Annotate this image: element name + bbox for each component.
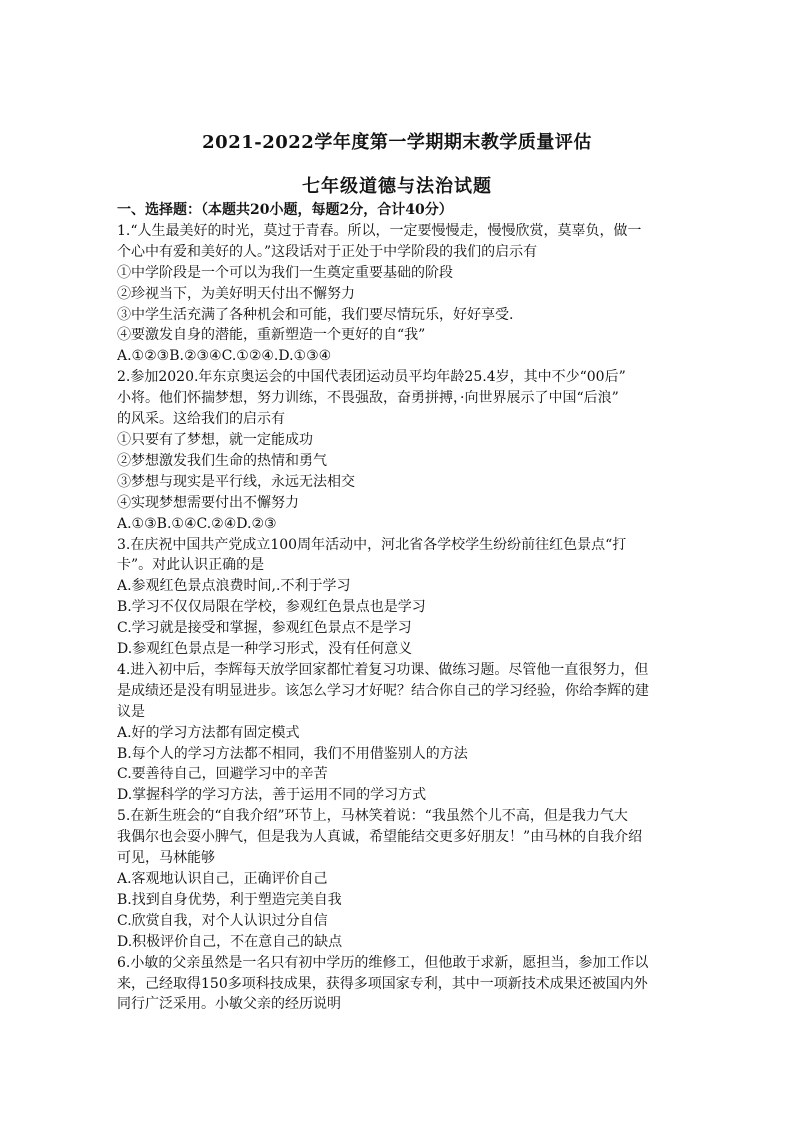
question-stem-line: 来，己经取得150多项科技成果，获得多项国家专利，其中一项新技术成果还被国内外: [117, 975, 648, 992]
question-stem-line: 是成绩还是没有明显进步。该怎么学习才好呢？结合你自己的学习经验，你给李辉的建: [117, 682, 649, 699]
question-stem-line: 2.参加2020.年东京奥运会的中国代表团运动员平均年龄25.4岁，其中不少“00后”: [117, 369, 626, 386]
answer-option: B.每个人的学习方法都不相同，我们不用借鉴别人的方法: [117, 745, 468, 762]
answer-option: D.参观红色景点是一种学习形式，没有任何意义: [117, 641, 413, 658]
answer-option: A.①②③B.②③④C.①②④.D.①③④: [117, 348, 332, 365]
question-statement: ④实现梦想需要付出不懈努力: [117, 494, 299, 511]
answer-option: C.要善待自己，回避学习中的辛苦: [117, 766, 328, 783]
answer-option: A.①③B.①④C.②④D.②③: [117, 515, 277, 532]
question-1: [117, 221, 683, 367]
answer-option: C.学习就是接受和掌握，参观红色景点不是学习: [117, 620, 412, 637]
answer-option: D.掌握科学的学习方法，善于运用不同的学习方式: [117, 787, 427, 804]
question-statement: ①只要有了梦想，就一定能成功: [117, 431, 313, 448]
answer-option: A.客观地认识自己，正确评价自己: [117, 871, 328, 887]
question-statement: ②梦想激发我们生命的热情和勇气: [117, 452, 327, 469]
answer-option: B.找到自身优势，利于塑造完美自我: [117, 891, 342, 908]
question-statement: ②珍视当下，为美好明天付出不懈努力: [117, 285, 355, 302]
section-heading: 一、选择题：（本题共20小题，每题2分，合计40分）: [117, 202, 453, 218]
question-stem-line: 4.进入初中后，李辉每天放学回家都忙着复习功课、做练习题。尽管他一直很努力，但: [117, 661, 649, 678]
answer-option: A.参观红色景点浪费时间,.不利于学习: [117, 578, 351, 595]
question-statement: ③中学生活充满了各种机会和可能，我们要尽情玩乐，好好享受.: [117, 306, 514, 323]
question-stem-line: 同行广泛采用。小敏父亲的经历说明: [117, 996, 341, 1013]
question-list: [117, 221, 683, 1015]
question-stem-line: 议是: [117, 703, 145, 720]
question-stem-line: 1.“人生最美好的时光，莫过于青春。所以，一定要慢慢走，慢慢欣赏，莫辜负，做一: [117, 222, 642, 239]
question-stem-line: 可见，马林能够: [117, 850, 215, 867]
question-stem-line: 3.在庆祝中国共产党成立100周年活动中，河北省各学校学生纷纷前往红色景点“打: [117, 536, 627, 553]
answer-option: C.欣赏自我，对个人认识过分自信: [117, 912, 328, 929]
exam-content: [117, 200, 683, 1015]
question-4: [117, 660, 683, 806]
question-stem-line: 我偶尔也会耍小脾气，但是我为人真诚，希望能结交更多好朋友！”由马林的自我介绍: [117, 829, 643, 846]
question-statement: ③梦想与现实是平行线，永远无法相交: [117, 473, 355, 490]
question-stem-line: 5.在新生班会的“自我介绍”环节上，马林笑着说：“我虽然个儿不高，但是我力气大: [117, 808, 628, 825]
exam-subtitle: 七年级道德与法治试题: [302, 176, 492, 197]
question-stem-line: 6.小敏的父亲虽然是一名只有初中学历的维修工，但他敢于求新，愿担当，参加工作以: [117, 954, 649, 971]
question-6: [117, 953, 683, 1016]
question-5: [117, 806, 683, 952]
question-2: [117, 367, 683, 534]
question-3: [117, 535, 683, 660]
answer-option: B.学习不仅仅局限在学校，参观红色景点也是学习: [117, 599, 426, 616]
exam-title: 2021-2022学年度第一学期期末教学质量评估: [202, 132, 592, 153]
question-stem-line: 个心中有爱和美好的人。”这段话对于正处于中学阶段的我们的启示有: [117, 243, 538, 260]
question-stem-line: 小将。他们怀揣梦想，努力训练，不畏强敌，奋勇拼搏，·向世界展示了中国“后浪”: [117, 390, 619, 407]
answer-option: A.好的学习方法都有固定模式: [117, 724, 300, 741]
question-statement: ①中学阶段是一个可以为我们一生奠定重要基础的阶段: [117, 264, 453, 281]
question-stem-line: 的风采。这给我们的启示有: [117, 411, 285, 428]
question-stem-line: 卡”。对此认识正确的是: [117, 557, 265, 574]
question-statement: ④要激发自身的潜能，重新塑造一个更好的自“我”: [117, 327, 426, 344]
answer-option: D.积极评价自己，不在意自己的缺点: [117, 933, 343, 950]
